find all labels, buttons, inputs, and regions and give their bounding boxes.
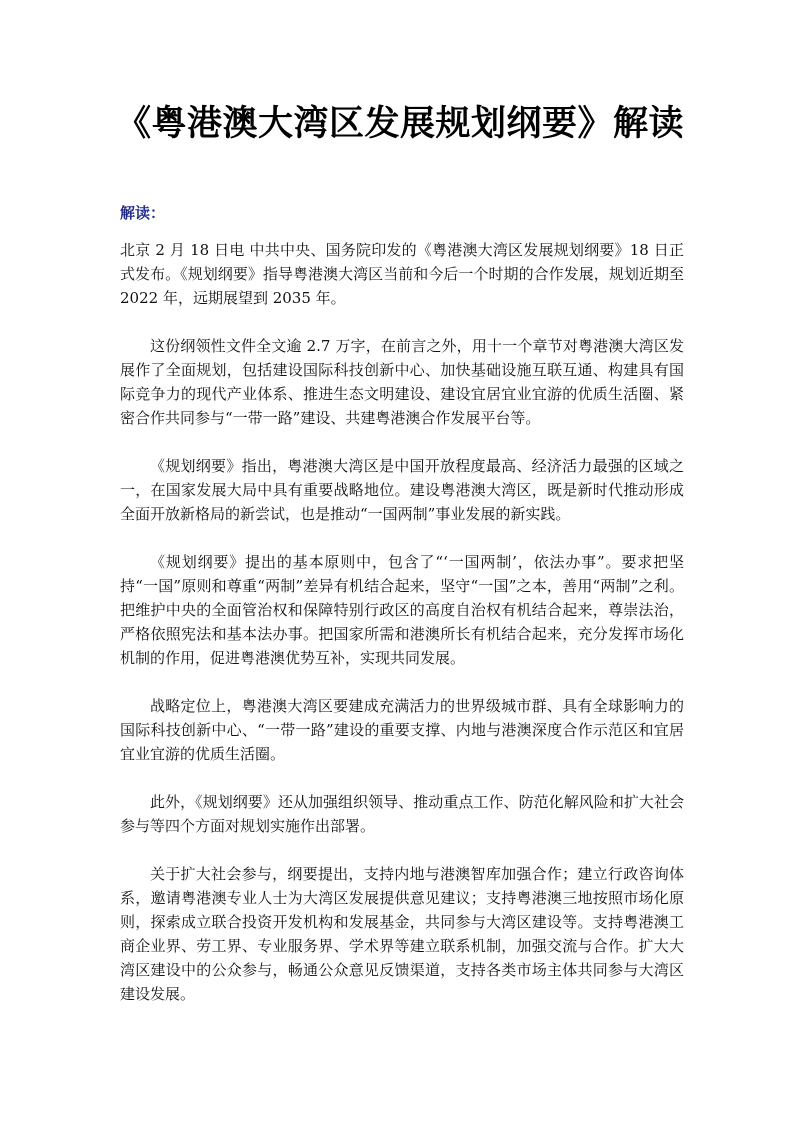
section-label: 解读： [120,204,166,222]
paragraph-overview: 这份纲领性文件全文逾 2.7 万字，在前言之外，用十一个章节对粤港澳大湾区发展作了全面规划，包括建设国际科技创新中心、加快基础设施互联互通、构建具有国际竞争力的现代产业体系、推进生态文明建设、建设宜居宜业宜游的优质生活圈、紧密合作共同参与“一带一路”建设、共建粤港澳合作发展平台等。 [120,337,684,427]
paragraph-basic-principles: 《规划纲要》提出的基本原则中，包含了“‘一国两制’，依法办事”。要求把坚持“一国”原则和尊重“两制”差异有机结合起来，坚守“一国”之本，善用“两制”之利。把维护中央的全面管治权和保障特别行政区的高度自治权有机结合起来，尊崇法治，严格依照宪法和基本法办事。把国家所需和港澳所长有机结合起来，充分发挥市场化机制的作用，促进粤港澳优势互补，实现共同发展。 [120,553,684,667]
paragraph-strategic-status: 《规划纲要》指出，粤港澳大湾区是中国开放程度最高、经济活力最强的区域之一，在国家发展大局中具有重要战略地位。建设粤港澳大湾区，既是新时代推动形成全面开放新格局的新尝试，也是推动“一国两制”事业发展的新实践。 [120,457,684,523]
paragraph-strategic-positioning: 战略定位上，粤港澳大湾区要建成充满活力的世界级城市群、具有全球影响力的国际科技创新中心、“一带一路”建设的重要支撑、内地与港澳深度合作示范区和宜居宜业宜游的优质生活圈。 [120,697,684,763]
document-title: 《粤港澳大湾区发展规划纲要》解读 [115,103,684,144]
paragraph-intro: 北京 2 月 18 日电 中共中央、国务院印发的《粤港澳大湾区发展规划纲要》18 日正式发布。《规划纲要》指导粤港澳大湾区当前和今后一个时期的合作发展，规划近期至 2022 年，远期展望到 2035 年。 [120,241,684,307]
document-body [120,238,684,1030]
paragraph-implementation: 此外，《规划纲要》还从加强组织领导、推动重点工作、防范化解风险和扩大社会参与等四个方面对规划实施作出部署。 [120,793,684,835]
paragraph-social-participation: 关于扩大社会参与，纲要提出，支持内地与港澳智库加强合作；建立行政咨询体系，邀请粤港澳专业人士为大湾区发展提供意见建议；支持粤港澳三地按照市场化原则，探索成立联合投资开发机构和发展基金，共同参与大湾区建设等。支持粤港澳工商企业界、劳工界、专业服务界、学术界等建立联系机制，加强交流与合作。扩大大湾区建设中的公众参与，畅通公众意见反馈渠道，支持各类市场主体共同参与大湾区建设发展。 [120,865,684,1003]
